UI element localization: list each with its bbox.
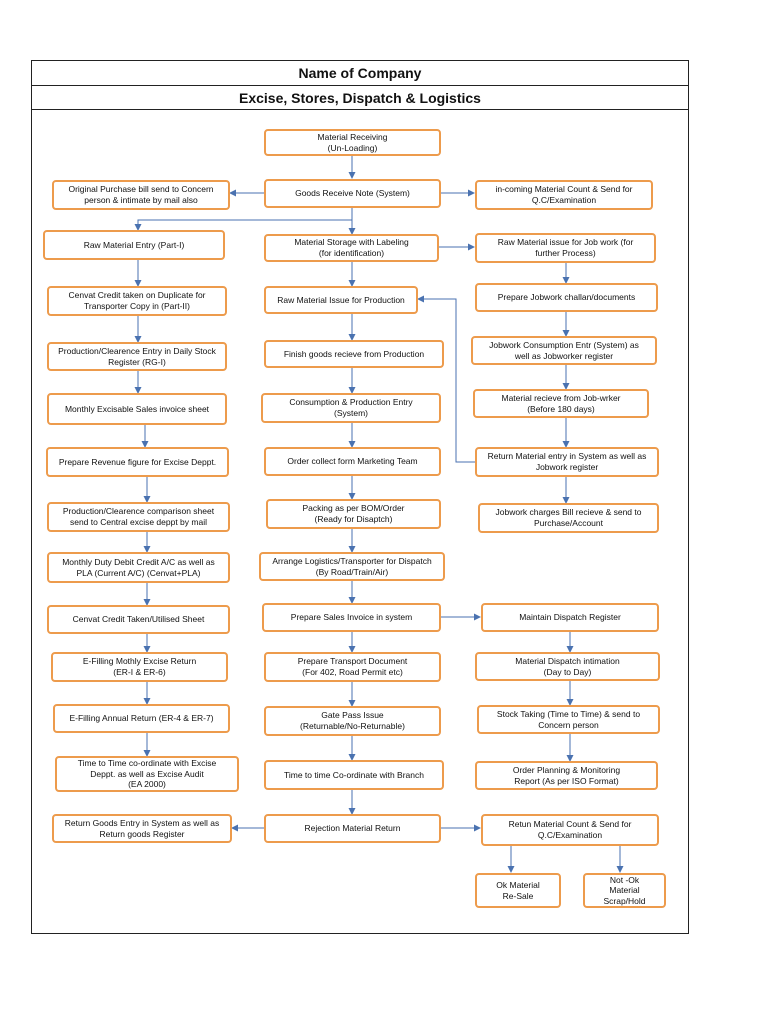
node-raw-material-jobwork: Raw Material issue for Job work (for further Process) (475, 233, 656, 263)
node-return-material-entry: Return Material entry in System as well as Jobwork register (475, 447, 659, 477)
node-cenvat-credit-duplicate: Cenvat Credit taken on Duplicate for Transporter Copy in (Part-II) (47, 286, 227, 316)
node-arrange-logistics: Arrange Logistics/Transporter for Dispatch (By Road/Train/Air) (259, 552, 445, 581)
node-order-collect: Order collect form Marketing Team (264, 447, 441, 476)
node-production-clearance-entry: Production/Clearence Entry in Daily Stock Register (RG-I) (47, 342, 227, 371)
node-incoming-material-count: in-coming Material Count & Send for Q.C/Examination (475, 180, 653, 210)
node-rejection-return: Rejection Material Return (264, 814, 441, 843)
node-prepare-revenue: Prepare Revenue figure for Excise Deppt. (46, 447, 229, 477)
node-material-receiving: Material Receiving (Un-Loading) (264, 129, 441, 156)
node-prepare-transport-doc: Prepare Transport Document (For 402, Road Permit etc) (264, 652, 441, 682)
node-material-storage: Material Storage with Labeling (for identification) (264, 234, 439, 262)
node-ok-material: Ok Material Re-Sale (475, 873, 561, 908)
node-comparison-sheet: Production/Clearence comparison sheet send to Central excise deppt by mail (47, 502, 230, 532)
node-material-receive-jobworker: Material recieve from Job-wrker (Before 180 days) (473, 389, 649, 418)
node-goods-receive-note: Goods Receive Note (System) (264, 179, 441, 208)
node-prepare-jobwork-challan: Prepare Jobwork challan/documents (475, 283, 658, 312)
node-raw-material-production: Raw Material Issue for Production (264, 286, 418, 314)
node-efiling-monthly: E-Filling Mothly Excise Return (ER-I & ER-6) (51, 652, 228, 682)
node-coordinate-excise: Time to Time co-ordinate with Excise Deppt. as well as Excise Audit (EA 2000) (55, 756, 239, 792)
department-header: Excise, Stores, Dispatch & Logistics (31, 85, 689, 110)
company-name-header: Name of Company (31, 60, 689, 86)
node-gate-pass: Gate Pass Issue (Returnable/No-Returnable) (264, 706, 441, 736)
node-cenvat-utilised: Cenvat Credit Taken/Utilised Sheet (47, 605, 230, 634)
node-return-material-count: Retun Material Count & Send for Q.C/Examination (481, 814, 659, 846)
node-order-planning: Order Planning & Monitoring Report (As per ISO Format) (475, 761, 658, 790)
node-prepare-sales-invoice: Prepare Sales Invoice in system (262, 603, 441, 632)
node-return-goods-entry: Return Goods Entry in System as well as Return goods Register (52, 814, 232, 843)
arrow-branch-rm-entry (138, 220, 352, 230)
node-coordinate-branch: Time to time Co-ordinate with Branch (264, 760, 444, 790)
node-jobwork-consumption: Jobwork Consumption Entr (System) as well as Jobworker register (471, 336, 657, 365)
node-maintain-dispatch: Maintain Dispatch Register (481, 603, 659, 632)
node-not-ok-material: Not -Ok Material Scrap/Hold (583, 873, 666, 908)
node-dispatch-intimation: Material Dispatch intimation (Day to Day) (475, 652, 660, 681)
node-efiling-annual: E-Filling Annual Return (ER-4 & ER-7) (53, 704, 230, 733)
arrow-return-loop (418, 299, 475, 462)
node-raw-material-entry: Raw Material Entry (Part-I) (43, 230, 225, 260)
node-finish-goods: Finish goods recieve from Production (264, 340, 444, 368)
node-jobwork-charges: Jobwork charges Bill recieve & send to Purchase/Account (478, 503, 659, 533)
node-packing: Packing as per BOM/Order (Ready for Disaptch) (266, 499, 441, 529)
node-monthly-sales-invoice: Monthly Excisable Sales invoice sheet (47, 393, 227, 425)
node-consumption-production: Consumption & Production Entry (System) (261, 393, 441, 423)
node-original-purchase-bill: Original Purchase bill send to Concern person & intimate by mail also (52, 180, 230, 210)
node-stock-taking: Stock Taking (Time to Time) & send to Concern person (477, 705, 660, 734)
node-monthly-duty-debit: Monthly Duty Debit Credit A/C as well as PLA (Current A/C) (Cenvat+PLA) (47, 552, 230, 583)
